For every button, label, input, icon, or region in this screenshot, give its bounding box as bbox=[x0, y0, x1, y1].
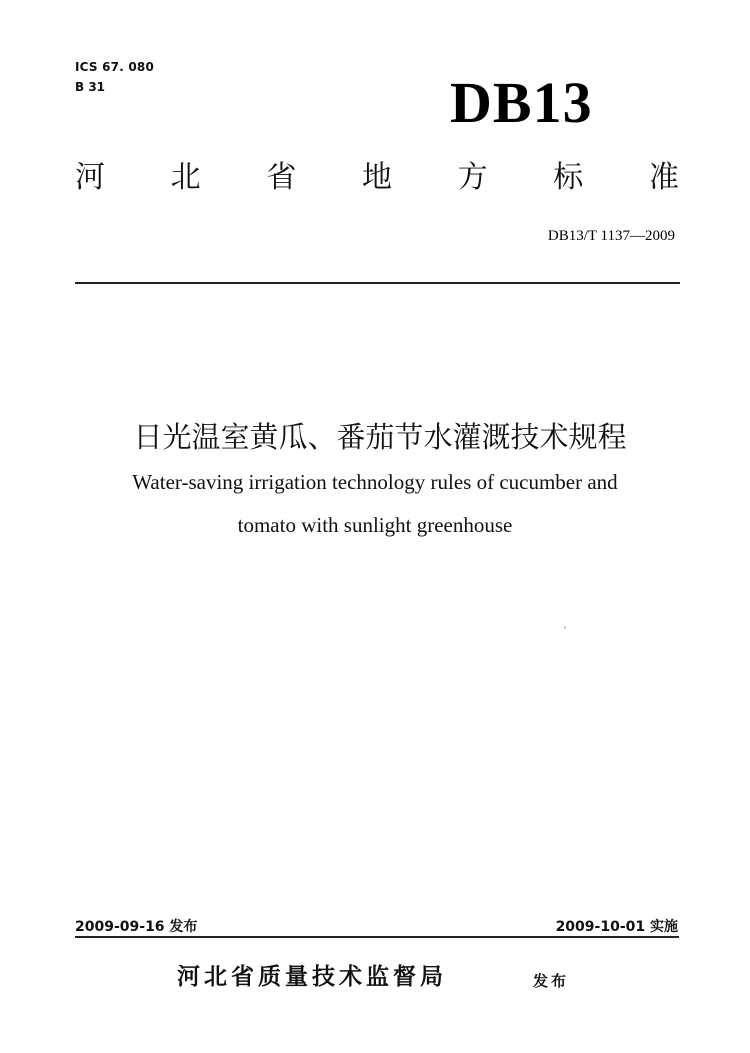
title-chinese: 日光温室黄瓜、番茄节水灌溉技术规程 bbox=[133, 420, 627, 454]
standard-type-char: 北 bbox=[170, 160, 201, 195]
ics-code: ICS 67. 080 bbox=[75, 60, 154, 74]
standard-type-char: 方 bbox=[457, 160, 488, 195]
header-divider bbox=[75, 282, 680, 284]
standard-type-char: 标 bbox=[553, 160, 584, 195]
stray-mark: ˏ bbox=[562, 618, 567, 629]
ccs-code: B 31 bbox=[75, 80, 106, 94]
issue-date: 2009-09-16 发布 bbox=[75, 919, 198, 935]
standard-type-char: 省 bbox=[266, 160, 297, 195]
standard-type-heading bbox=[75, 160, 679, 195]
implementation-date: 2009-10-01 实施 bbox=[555, 919, 678, 935]
publisher: 河北省质量技术监督局 bbox=[177, 964, 447, 990]
footer-divider bbox=[75, 936, 679, 938]
standard-number: DB13/T 1137—2009 bbox=[547, 228, 675, 244]
title-english-line2: tomato with sunlight greenhouse bbox=[237, 513, 513, 537]
standard-type-char: 地 bbox=[361, 160, 392, 195]
title-english-line1: Water-saving irrigation technology rules of cucumber and bbox=[132, 470, 618, 494]
standard-type-char: 准 bbox=[648, 160, 679, 195]
publisher-suffix: 发布 bbox=[533, 972, 570, 990]
standard-type-char: 河 bbox=[75, 160, 105, 195]
standard-logo: DB13 bbox=[450, 70, 593, 135]
